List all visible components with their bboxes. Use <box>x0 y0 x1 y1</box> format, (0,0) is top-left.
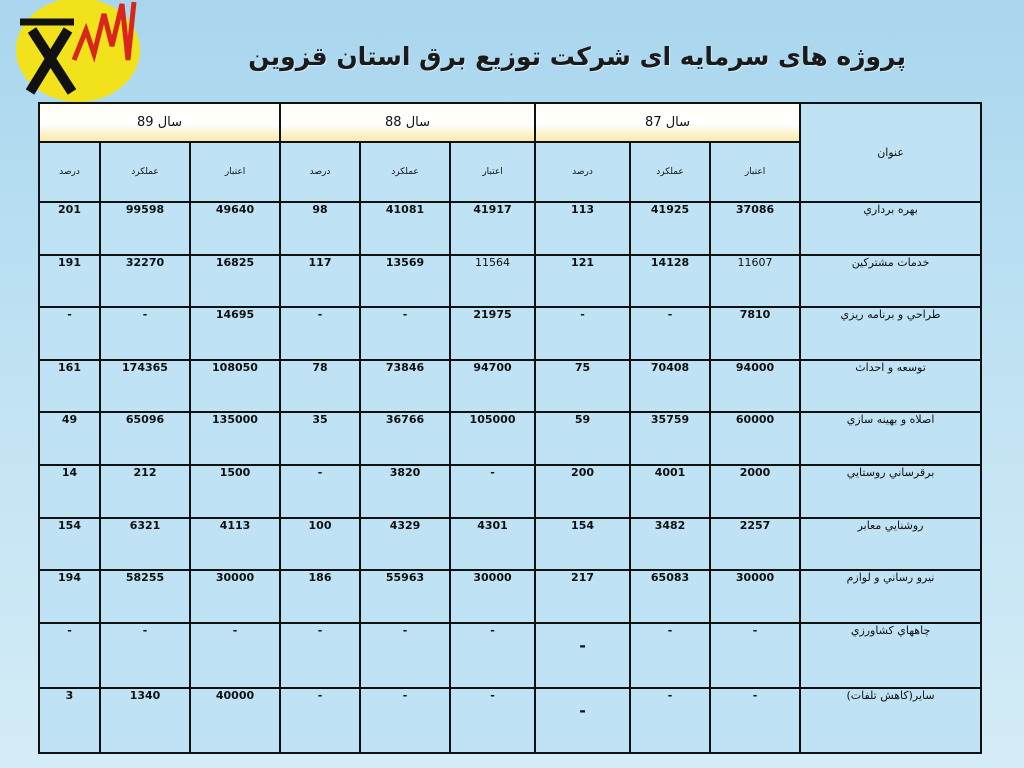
sub-header-performance: عملکرد <box>100 142 190 202</box>
cell-percent-87: 154 <box>535 518 630 571</box>
cell-performance-89: - <box>100 623 190 688</box>
table-row <box>39 360 981 413</box>
cell-performance-88: 13569 <box>360 255 450 308</box>
table-row <box>39 465 981 518</box>
cell-credit-89: 4113 <box>190 518 280 571</box>
table-row <box>39 518 981 571</box>
cell-percent-87: 121 <box>535 255 630 308</box>
cell-credit-88: 21975 <box>450 307 535 360</box>
cell-percent-89: 194 <box>39 570 100 623</box>
cell-credit-87: 2257 <box>710 518 800 571</box>
table-row <box>39 688 981 753</box>
cell-performance-87: 14128 <box>630 255 710 308</box>
cell-percent-89: - <box>39 307 100 360</box>
cell-performance-89: 32270 <box>100 255 190 308</box>
cell-performance-89: 174365 <box>100 360 190 413</box>
capital-projects-table <box>38 102 982 754</box>
cell-credit-89: 1500 <box>190 465 280 518</box>
cell-credit-89: 135000 <box>190 412 280 465</box>
cell-performance-89: 65096 <box>100 412 190 465</box>
row-label: بهره برداري <box>800 202 981 255</box>
cell-percent-87: - <box>535 307 630 360</box>
cell-credit-88: 41917 <box>450 202 535 255</box>
year-header-88: سال 88 <box>280 103 535 142</box>
cell-credit-88: - <box>450 688 535 753</box>
cell-percent-87: 200 <box>535 465 630 518</box>
sub-header-percent: درصد <box>535 142 630 202</box>
cell-percent-88: 98 <box>280 202 360 255</box>
cell-performance-87: - <box>630 307 710 360</box>
cell-credit-87: - <box>710 688 800 753</box>
cell-percent-88: 186 <box>280 570 360 623</box>
cell-performance-88: 36766 <box>360 412 450 465</box>
sub-header-percent: درصد <box>39 142 100 202</box>
cell-performance-87: 41925 <box>630 202 710 255</box>
cell-credit-89: - <box>190 623 280 688</box>
cell-performance-87: 65083 <box>630 570 710 623</box>
cell-performance-89: 212 <box>100 465 190 518</box>
cell-performance-89: 99598 <box>100 202 190 255</box>
sub-header-credit: اعتبار <box>450 142 535 202</box>
cell-percent-87: - <box>535 688 630 753</box>
cell-percent-88: - <box>280 688 360 753</box>
table-row <box>39 202 981 255</box>
cell-percent-88: 78 <box>280 360 360 413</box>
sub-header-percent: درصد <box>280 142 360 202</box>
table-row <box>39 412 981 465</box>
cell-performance-88: 4329 <box>360 518 450 571</box>
row-label: چاههاي كشاورزي <box>800 623 981 688</box>
year-header-87: سال 87 <box>535 103 800 142</box>
cell-credit-89: 108050 <box>190 360 280 413</box>
cell-percent-89: 3 <box>39 688 100 753</box>
cell-performance-89: 1340 <box>100 688 190 753</box>
table-row <box>39 570 981 623</box>
power-distribution-logo-icon <box>14 0 146 104</box>
cell-performance-88: 73846 <box>360 360 450 413</box>
title-column-header: عنوان <box>800 103 981 202</box>
cell-credit-87: - <box>710 623 800 688</box>
cell-credit-88: 11564 <box>450 255 535 308</box>
cell-performance-87: - <box>630 688 710 753</box>
cell-percent-89: - <box>39 623 100 688</box>
cell-percent-87: 59 <box>535 412 630 465</box>
sub-header-performance: عملکرد <box>360 142 450 202</box>
cell-credit-87: 60000 <box>710 412 800 465</box>
cell-credit-88: 105000 <box>450 412 535 465</box>
cell-credit-89: 49640 <box>190 202 280 255</box>
cell-performance-89: 6321 <box>100 518 190 571</box>
cell-percent-89: 201 <box>39 202 100 255</box>
cell-percent-88: - <box>280 623 360 688</box>
cell-percent-88: 35 <box>280 412 360 465</box>
sub-header-credit: اعتبار <box>190 142 280 202</box>
row-label: ساير(كاهش تلفات) <box>800 688 981 753</box>
cell-credit-89: 30000 <box>190 570 280 623</box>
table-row <box>39 623 981 688</box>
cell-performance-87: 70408 <box>630 360 710 413</box>
cell-credit-87: 2000 <box>710 465 800 518</box>
row-label: اصلاه و بهينه سازي <box>800 412 981 465</box>
sub-header-credit: اعتبار <box>710 142 800 202</box>
cell-percent-89: 49 <box>39 412 100 465</box>
cell-credit-88: - <box>450 623 535 688</box>
cell-credit-88: 94700 <box>450 360 535 413</box>
row-label: توسعه و احداث <box>800 360 981 413</box>
cell-credit-88: 30000 <box>450 570 535 623</box>
cell-credit-87: 94000 <box>710 360 800 413</box>
cell-credit-87: 37086 <box>710 202 800 255</box>
cell-credit-87: 30000 <box>710 570 800 623</box>
cell-credit-87: 7810 <box>710 307 800 360</box>
table-row <box>39 307 981 360</box>
year-header-89: سال 89 <box>39 103 280 142</box>
cell-credit-87: 11607 <box>710 255 800 308</box>
cell-percent-87: 75 <box>535 360 630 413</box>
cell-percent-88: - <box>280 307 360 360</box>
cell-percent-87: 113 <box>535 202 630 255</box>
cell-credit-88: - <box>450 465 535 518</box>
row-label: طراحي و برنامه ريزي <box>800 307 981 360</box>
cell-performance-89: 58255 <box>100 570 190 623</box>
cell-credit-89: 16825 <box>190 255 280 308</box>
cell-percent-89: 14 <box>39 465 100 518</box>
page-title: پروژه های سرمایه ای شرکت توزیع برق استان قزوین <box>248 42 906 71</box>
row-label: برقرساني روستايي <box>800 465 981 518</box>
cell-percent-89: 161 <box>39 360 100 413</box>
cell-performance-88: 55963 <box>360 570 450 623</box>
cell-percent-88: 100 <box>280 518 360 571</box>
cell-performance-88: 3820 <box>360 465 450 518</box>
cell-percent-87: - <box>535 623 630 688</box>
cell-performance-87: 35759 <box>630 412 710 465</box>
cell-percent-87: 217 <box>535 570 630 623</box>
cell-performance-88: - <box>360 623 450 688</box>
cell-performance-88: 41081 <box>360 202 450 255</box>
cell-performance-87: 4001 <box>630 465 710 518</box>
cell-performance-88: - <box>360 688 450 753</box>
cell-performance-87: - <box>630 623 710 688</box>
row-label: نيرو رساني و لوازم <box>800 570 981 623</box>
cell-performance-88: - <box>360 307 450 360</box>
year-header-row <box>39 103 981 142</box>
cell-percent-88: 117 <box>280 255 360 308</box>
table-row <box>39 255 981 308</box>
cell-percent-88: - <box>280 465 360 518</box>
cell-percent-89: 191 <box>39 255 100 308</box>
cell-credit-89: 40000 <box>190 688 280 753</box>
cell-percent-89: 154 <box>39 518 100 571</box>
row-label: روشنايي معابر <box>800 518 981 571</box>
row-label: خدمات مشتركين <box>800 255 981 308</box>
sub-header-performance: عملکرد <box>630 142 710 202</box>
cell-performance-89: - <box>100 307 190 360</box>
cell-credit-89: 14695 <box>190 307 280 360</box>
cell-credit-88: 4301 <box>450 518 535 571</box>
cell-performance-87: 3482 <box>630 518 710 571</box>
